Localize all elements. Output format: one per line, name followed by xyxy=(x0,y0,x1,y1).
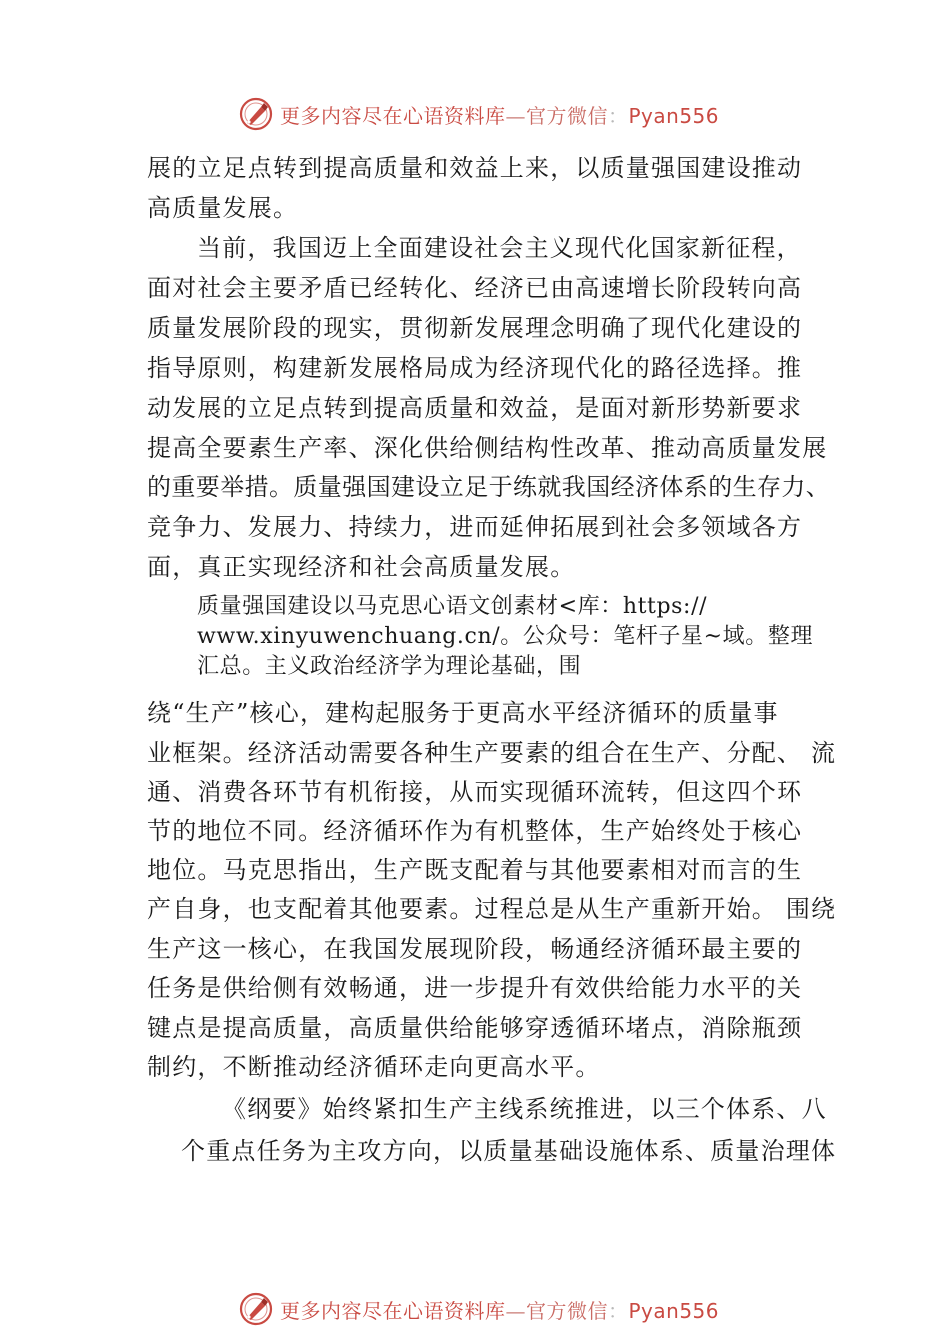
body-line: 生产这一核心，在我国发展现阶段，畅通经济循环最主要的 xyxy=(147,935,803,963)
footer-dash: — xyxy=(505,1298,526,1323)
header-dash: — xyxy=(505,103,526,128)
footer-banner-text xyxy=(280,1295,719,1324)
header-wechat-label: 官方微信 xyxy=(526,103,608,128)
body-line: 当前，我国迈上全面建设社会主义现代化国家新征程， xyxy=(197,234,802,262)
footer-brand: 更多内容尽在心语资料库 xyxy=(280,1298,506,1323)
body-line: 个重点任务为主攻方向，以质量基础设施体系、质量治理体 xyxy=(181,1137,837,1165)
header-wechat-id: Pyan556 xyxy=(628,103,720,128)
body-line: 高质量发展。 xyxy=(147,194,299,222)
pen-nib-seal-icon xyxy=(238,1291,274,1327)
body-line: 指导原则，构建新发展格局成为经济现代化的路径选择。推 xyxy=(147,354,803,382)
body-line: 提高全要素生产率、深化供给侧结构性改革、推动高质量发展 xyxy=(147,434,828,462)
body-line: www.xinyuwenchuang.cn/。公众号：笔杆子星~域。整理 xyxy=(197,624,814,649)
body-line: 汇总。主义政治经济学为理论基础，围 xyxy=(197,654,582,679)
body-line: 任务是供给侧有效畅通，进一步提升有效供给能力水平的关 xyxy=(147,974,803,1002)
footer-banner xyxy=(0,1289,950,1329)
body-line: 的重要举措。质量强国建设立足于练就我国经济体系的生存力、 xyxy=(147,473,831,501)
body-line: 地位。马克思指出，生产既支配着与其他要素相对而言的生 xyxy=(147,856,803,884)
footer-separator: ： xyxy=(608,1298,629,1323)
body-line: 动发展的立足点转到提高质量和效益，是面对新形势新要求 xyxy=(147,394,803,422)
footer-wechat-label: 官方微信 xyxy=(526,1298,608,1323)
header-brand: 更多内容尽在心语资料库 xyxy=(280,103,506,128)
body-line: 通、消费各环节有机衔接，从而实现循环流转，但这四个环 xyxy=(147,778,803,806)
body-line: 展的立足点转到提高质量和效益上来，以质量强国建设推动 xyxy=(147,154,803,182)
body-line: 产自身，也支配着其他要素。过程总是从生产重新开始。 围绕 xyxy=(147,895,837,923)
body-line: 《纲要》始终紧扣生产主线系统推进，以三个体系、八 xyxy=(222,1095,827,1123)
body-line: 质量强国建设以马克思心语文创素材<库：https:// xyxy=(197,594,708,619)
body-line: 制约，不断推动经济循环走向更高水平。 xyxy=(147,1053,601,1081)
pen-nib-seal-icon xyxy=(238,96,274,132)
header-banner xyxy=(0,94,950,134)
body-line: 竞争力、发展力、持续力，进而延伸拓展到社会多领域各方 xyxy=(147,513,803,541)
body-line: 绕“生产”核心，建构起服务于更高水平经济循环的质量事 xyxy=(147,699,779,727)
body-line: 面对社会主要矛盾已经转化、经济已由高速增长阶段转向高 xyxy=(147,274,803,302)
body-line: 键点是提高质量，高质量供给能够穿透循环堵点，消除瓶颈 xyxy=(147,1014,803,1042)
body-line: 面，真正实现经济和社会高质量发展。 xyxy=(147,553,576,581)
footer-wechat-id: Pyan556 xyxy=(628,1298,720,1323)
body-line: 节的地位不同。经济循环作为有机整体，生产始终处于核心 xyxy=(147,817,803,845)
header-separator: ： xyxy=(608,103,629,128)
body-line: 业框架。经济活动需要各种生产要素的组合在生产、分配、 流 xyxy=(147,739,837,767)
body-line: 质量发展阶段的现实，贯彻新发展理念明确了现代化建设的 xyxy=(147,314,803,342)
header-banner-text xyxy=(280,100,719,129)
